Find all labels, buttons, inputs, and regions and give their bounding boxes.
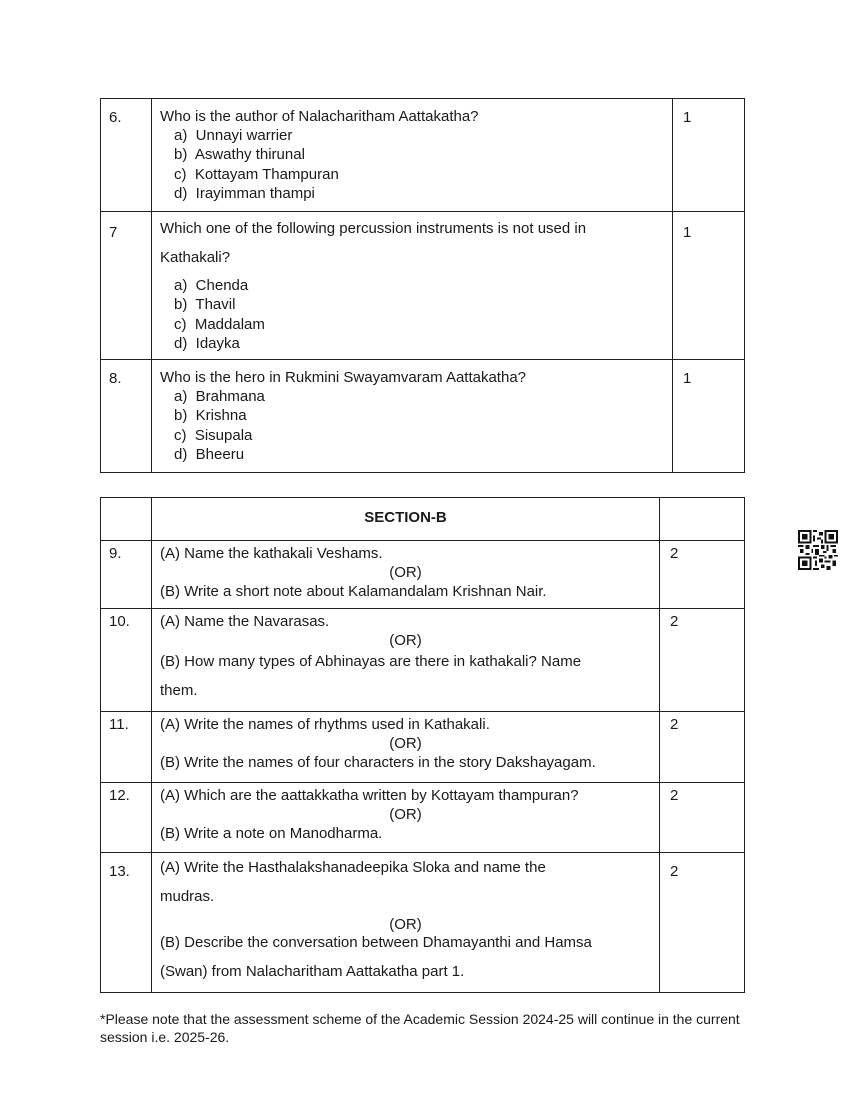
or-separator: (OR) — [389, 564, 422, 581]
or-separator: (OR) — [389, 916, 422, 933]
question-part-a: (A) Name the kathakali Veshams. — [160, 545, 383, 562]
option-a: a) Chenda — [174, 277, 249, 294]
question-number: 9. — [101, 541, 152, 609]
option-d: d) Bheeru — [174, 446, 245, 464]
question-number: 11. — [101, 712, 152, 783]
question-text-cont: Kathakali? — [160, 249, 231, 266]
question-marks: 1 — [673, 212, 745, 360]
question-row-11 — [101, 712, 745, 783]
option-list — [174, 387, 664, 464]
question-marks: 2 — [660, 712, 745, 783]
question-marks: 1 — [673, 99, 745, 212]
question-row-10 — [101, 609, 745, 712]
option-c: c) Sisupala — [174, 426, 253, 444]
question-number: 13. — [101, 853, 152, 993]
question-text: Who is the hero in Rukmini Swayamvaram Aattakatha? — [160, 369, 526, 387]
or-separator: (OR) — [389, 806, 422, 823]
question-row-7 — [101, 212, 745, 360]
question-part-b: (B) Write the names of four characters in the story Dakshayagam. — [160, 754, 596, 771]
option-a: a) Brahmana — [174, 388, 265, 406]
question-marks: 2 — [660, 853, 745, 993]
question-part-b: (B) Write a short note about Kalamandalam Krishnan Nair. — [160, 583, 547, 600]
question-row-6 — [101, 99, 745, 212]
or-separator: (OR) — [389, 735, 422, 752]
question-marks: 2 — [660, 609, 745, 712]
option-a: a) Unnayi warrier — [174, 127, 293, 144]
question-number: 6. — [101, 99, 152, 212]
question-part-b-cont: (Swan) from Nalacharitham Aattakatha part 1. — [160, 963, 465, 980]
question-row-8 — [101, 360, 745, 473]
question-part-a: (A) Name the Navarasas. — [160, 613, 330, 630]
question-part-b: (B) Write a note on Manodharma. — [160, 825, 383, 842]
question-row-9 — [101, 541, 745, 609]
question-part-a-cont: mudras. — [160, 888, 215, 905]
section-b-table — [100, 497, 745, 993]
section-header-row — [101, 498, 745, 541]
option-c: c) Kottayam Thampuran — [174, 165, 339, 183]
question-row-12 — [101, 783, 745, 853]
option-b: b) Thavil — [174, 296, 236, 314]
option-b: b) Krishna — [174, 407, 247, 425]
section-title: SECTION-B — [152, 498, 660, 541]
or-separator: (OR) — [389, 632, 422, 649]
option-d: d) Idayka — [174, 334, 240, 352]
question-text: Which one of the following percussion instruments is not used in — [160, 220, 587, 237]
option-d: d) Irayimman thampi — [174, 184, 315, 202]
question-part-a: (A) Which are the aattakkatha written by Kottayam thampuran? — [160, 787, 579, 804]
option-list — [174, 126, 664, 203]
question-number: 12. — [101, 783, 152, 853]
question-part-a: (A) Write the Hasthalakshanadeepika Sloka and name the — [160, 859, 546, 876]
question-part-b-cont: them. — [160, 682, 198, 699]
question-part-a: (A) Write the names of rhythms used in Kathakali. — [160, 716, 490, 733]
footnote: *Please note that the assessment scheme of the Academic Session 2024-25 will continue in the current session i.e. 2025-26. — [100, 1011, 740, 1045]
option-list — [174, 276, 664, 353]
qr-code-icon — [798, 530, 838, 570]
question-part-b: (B) Describe the conversation between Dhamayanthi and Hamsa — [160, 934, 592, 951]
question-marks: 2 — [660, 783, 745, 853]
question-marks: 2 — [660, 541, 745, 609]
question-part-b: (B) How many types of Abhinayas are there in kathakali? Name — [160, 653, 582, 670]
question-text: Who is the author of Nalacharitham Aattakatha? — [160, 108, 479, 125]
question-number: 10. — [101, 609, 152, 712]
option-b: b) Aswathy thirunal — [174, 146, 305, 164]
section-a-table — [100, 98, 745, 473]
question-number: 7 — [101, 212, 152, 360]
question-marks: 1 — [673, 360, 745, 473]
option-c: c) Maddalam — [174, 315, 265, 333]
question-row-13 — [101, 853, 745, 993]
question-number: 8. — [101, 360, 152, 473]
